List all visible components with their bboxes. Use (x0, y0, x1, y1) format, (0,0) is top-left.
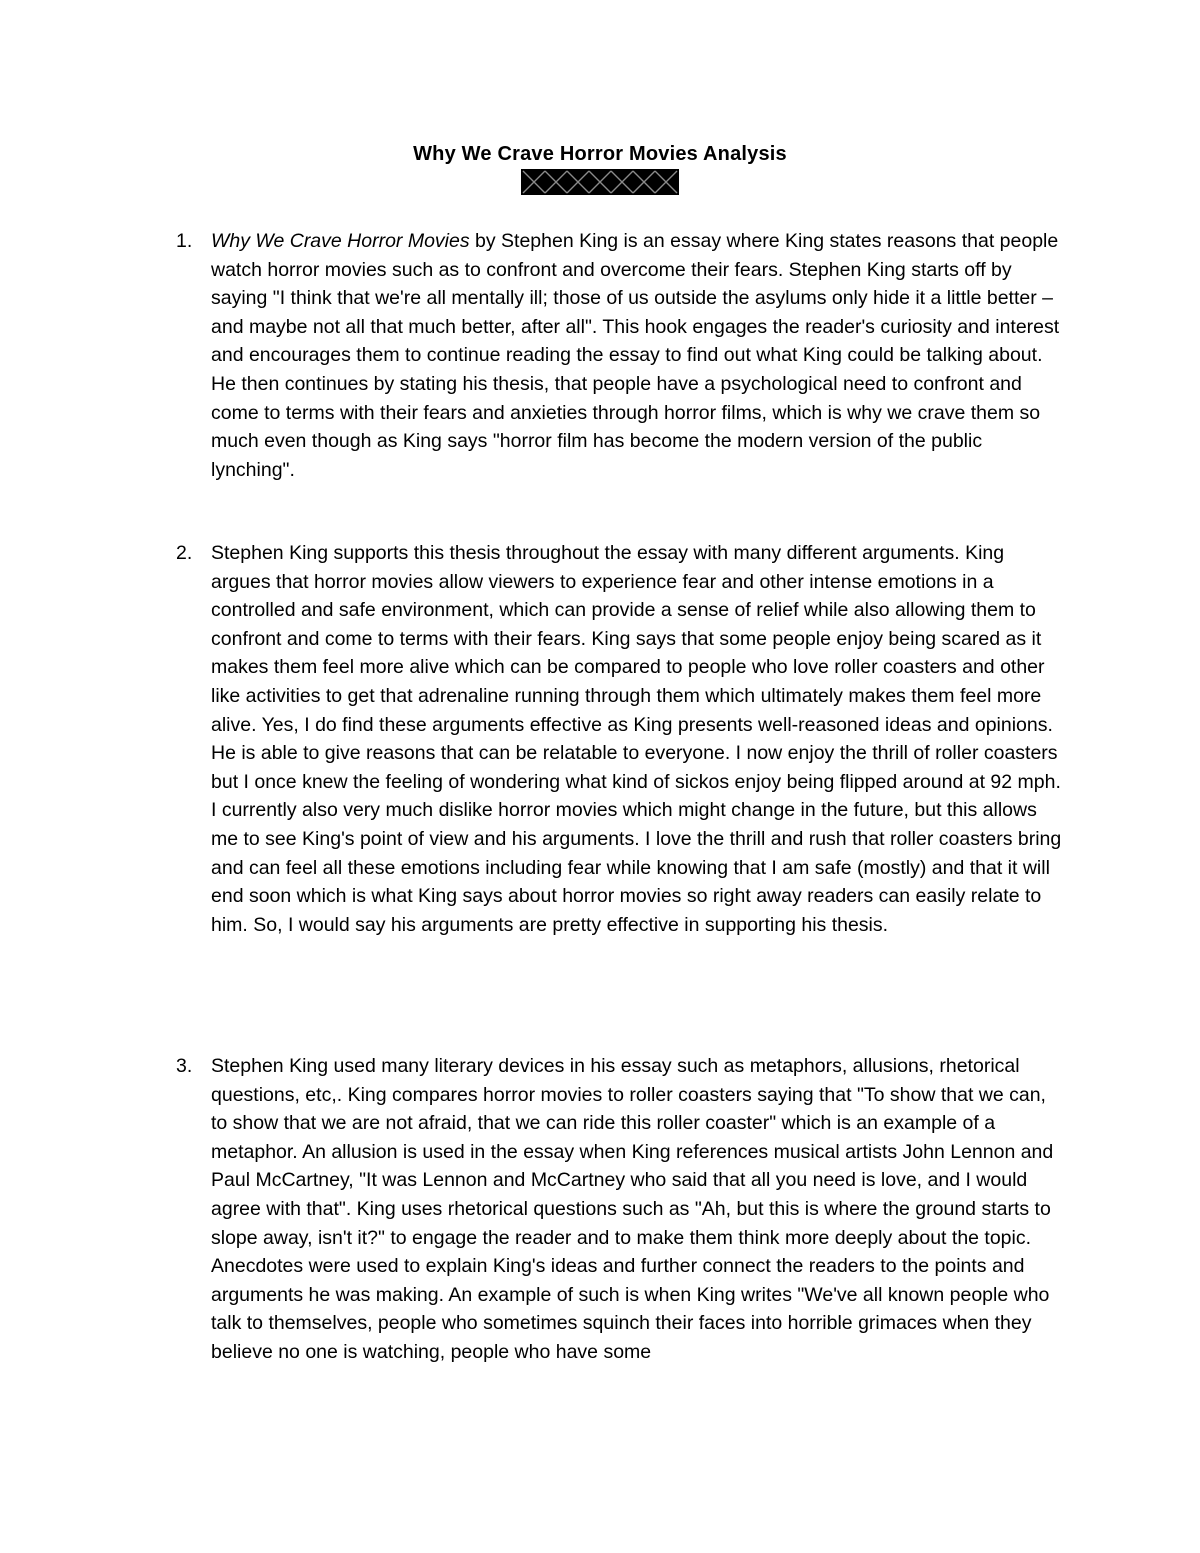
redaction-pattern-icon (521, 169, 679, 195)
list-item-text (211, 1052, 1066, 1367)
list-item-body: Stephen King used many literary devices in his essay such as metaphors, allusions, rhetorical questions, etc,. King compares horror movies to roller coasters saying that "To show that we can, to show that we are not afraid, that we can ride this roller coaster" which is an example of a metaphor. An allusion is used in the essay when King references musical artists John Lennon and Paul McCartney, "It was Lennon and McCartney who said that all you need is love, and I would agree with that". King uses rhetorical questions such as "Ah, but this is where the ground starts to slope away, isn't it?" to engage the reader and to make them think more deeply about the topic. Anecdotes were used to explain King's ideas and further connect the readers to the points and arguments he was making. An example of such is when King writes "We've all known people who talk to themselves, people who sometimes squinch their faces into horrible grimaces when they believe no one is watching, people who have some (211, 1055, 1054, 1363)
essay-title-italic: Why We Crave Horror Movies (211, 230, 470, 252)
list-number: 1. (176, 230, 193, 252)
list-item-text (211, 539, 1066, 939)
list-number: 2. (176, 542, 193, 564)
list-item-body: by Stephen King is an essay where King states reasons that people watch horror movies such as to confront and overcome their fears. Stephen King starts off by saying "I think that we're all mentally ill; those of us outside the asylums only hide it a little better – and maybe not all that much better, after all". This hook engages the reader's curiosity and interest and encourages them to continue reading the essay to find out what King could be talking about. He then continues by stating his thesis, that people have a psychological need to confront and come to terms with their fears and anxieties through horror films, which is why we crave them so much even though as King says "horror film has become the modern version of the public lynching". (211, 230, 1060, 481)
list-number: 3. (176, 1055, 193, 1077)
list-item-text (211, 227, 1066, 484)
list-item-body: Stephen King supports this thesis throughout the essay with many different arguments. King argues that horror movies allow viewers to experience fear and other intense emotions in a controlled and safe environment, which can provide a sense of relief while also allowing them to confront and come to terms with their fears. King says that some people enjoy being scared as it makes them feel more alive which can be compared to people who love roller coasters and other like activities to get that adrenaline running through them which ultimately makes them feel more alive. Yes, I do find these arguments effective as King presents well-reasoned ideas and opinions. He is able to give reasons that can be relatable to everyone. I now enjoy the thrill of roller coasters but I once knew the feeling of wondering what kind of sickos enjoy being flipped around at 92 mph. I currently also very much dislike horror movies which might change in the future, but this allows me to see King's point of view and his arguments. I love the thrill and rush that roller coasters bring and can feel all these emotions including fear while knowing that I am safe (mostly) and that it will end soon which is what King says about horror movies so right away readers can easily relate to him. So, I would say his arguments are pretty effective in supporting his thesis. (211, 542, 1062, 936)
document-title: Why We Crave Horror Movies Analysis (413, 143, 787, 165)
redacted-author-block (521, 169, 679, 195)
